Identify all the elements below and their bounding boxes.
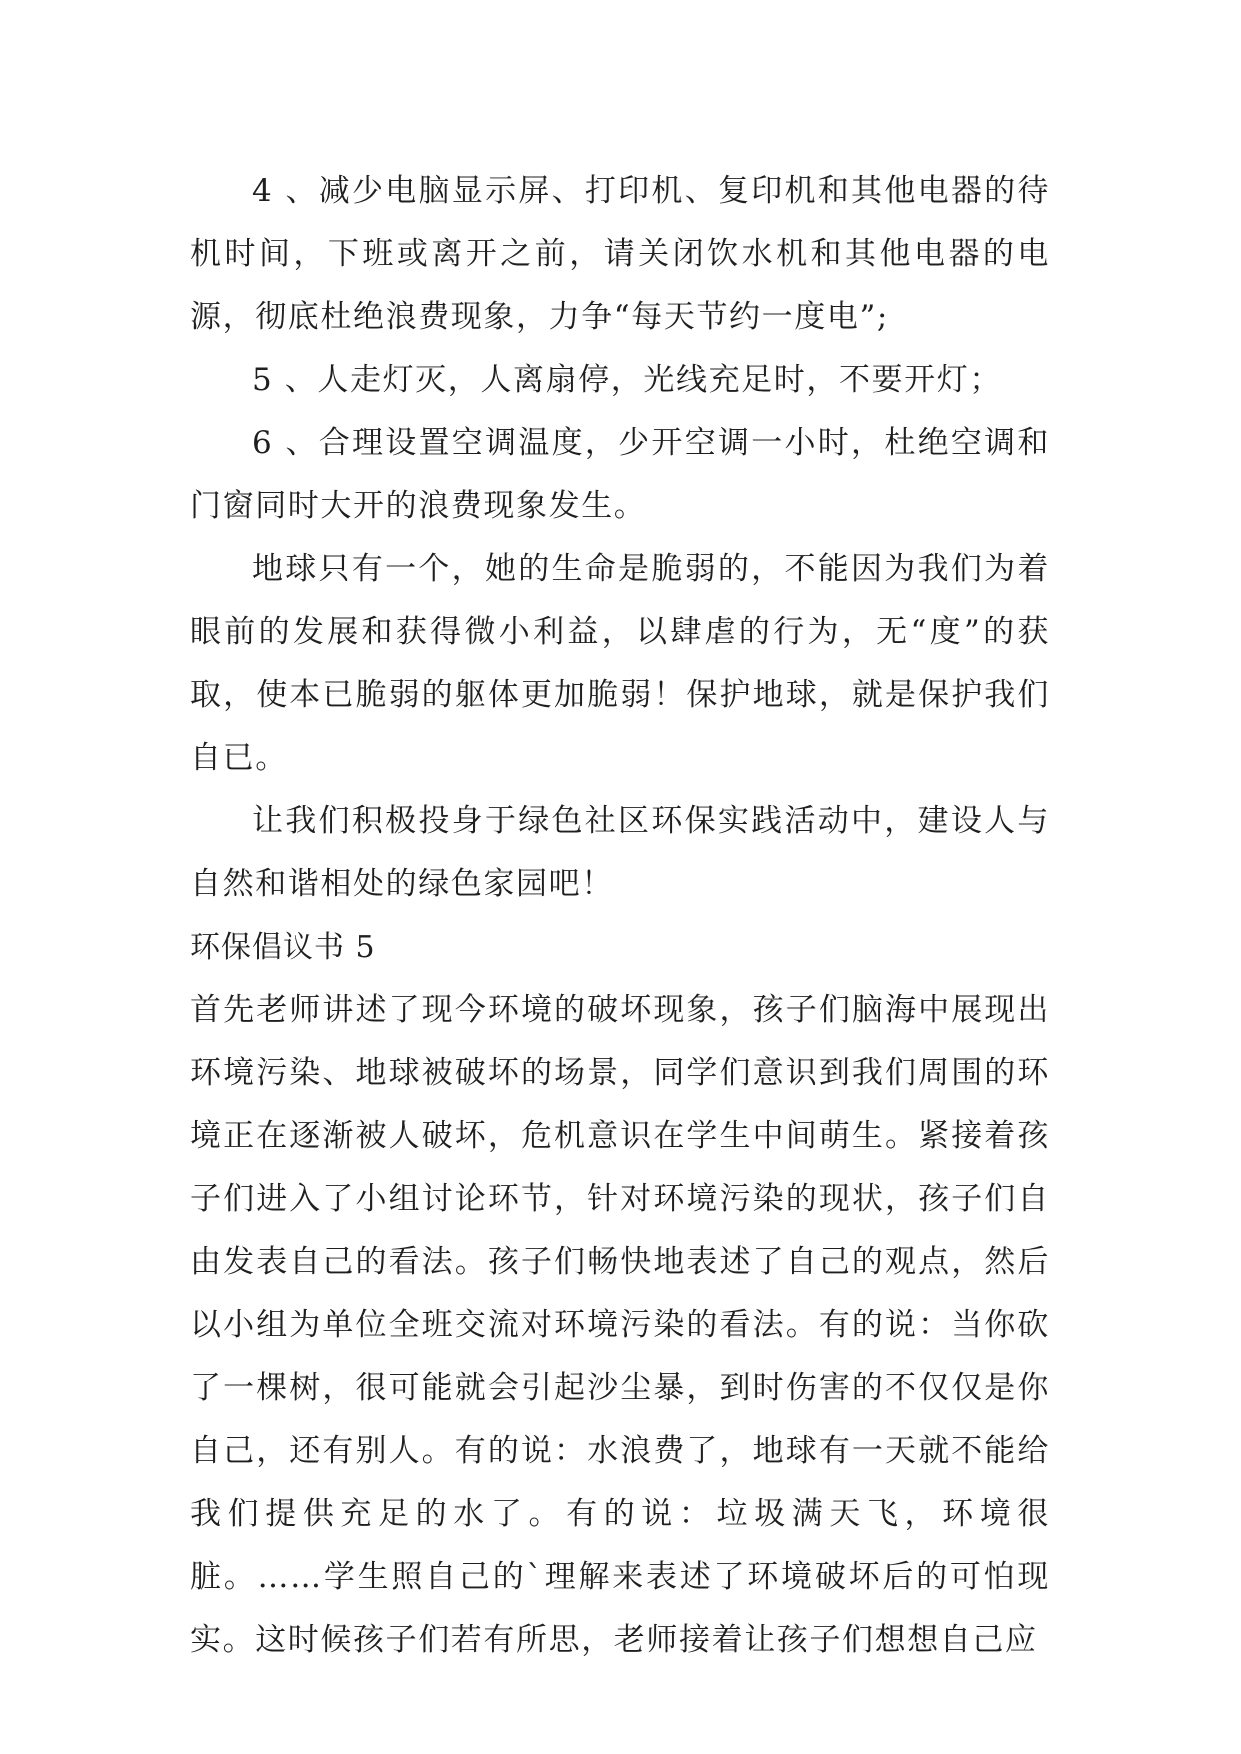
paragraph-call-to-action: 让我们积极投身于绿色社区环保实践活动中，建设人与自然和谐相处的绿色家园吧！ [190,803,1050,902]
paragraph-section-body: 首先老师讲述了现今环境的破坏现象，孩子们脑海中展现出环境污染、地球被破坏的场景，同学们意识到我们周围的环境正在逐渐被人破坏，危机意识在学生中间萌生。紧接着孩子们进入了小组讨论环节，针对环境污染的现状，孩子们自由发表自己的看法。孩子们畅快地表述了自己的观点，然后以小组为单位全班交流对环境污染的看法。有的说：当你砍了一棵树，很可能就会引起沙尘暴，到时伤害的不仅仅是你自己，还有别人。有的说：水浪费了，地球有一天就不能给我们提供充足的水了。有的说：垃圾满天飞，环境很脏。……学生照自己的`理解来表述了环境破坏后的可怕现实。这时候孩子们若有所思，老师接着让孩子们想想自己应 [190,992,1050,1658]
paragraph-earth: 地球只有一个，她的生命是脆弱的，不能因为我们为着眼前的发展和获得微小利益，以肆虐的行为，无“度”的获取，使本已脆弱的躯体更加脆弱！保护地球，就是保护我们自已。 [190,551,1050,776]
paragraph-item-6: 6 、合理设置空调温度，少开空调一小时，杜绝空调和门窗同时大开的浪费现象发生。 [190,425,1050,524]
document-body [190,160,1050,1672]
paragraph-item-4: 4 、减少电脑显示屏、打印机、复印机和其他电器的待机时间，下班或离开之前，请关闭饮水机和其他电器的电源，彻底杜绝浪费现象，力争“每天节约一度电”; [190,173,1050,335]
section-heading: 环保倡议书 5 [190,930,376,965]
paragraph-item-5: 5 、人走灯灭，人离扇停，光线充足时，不要开灯； [252,362,1002,398]
